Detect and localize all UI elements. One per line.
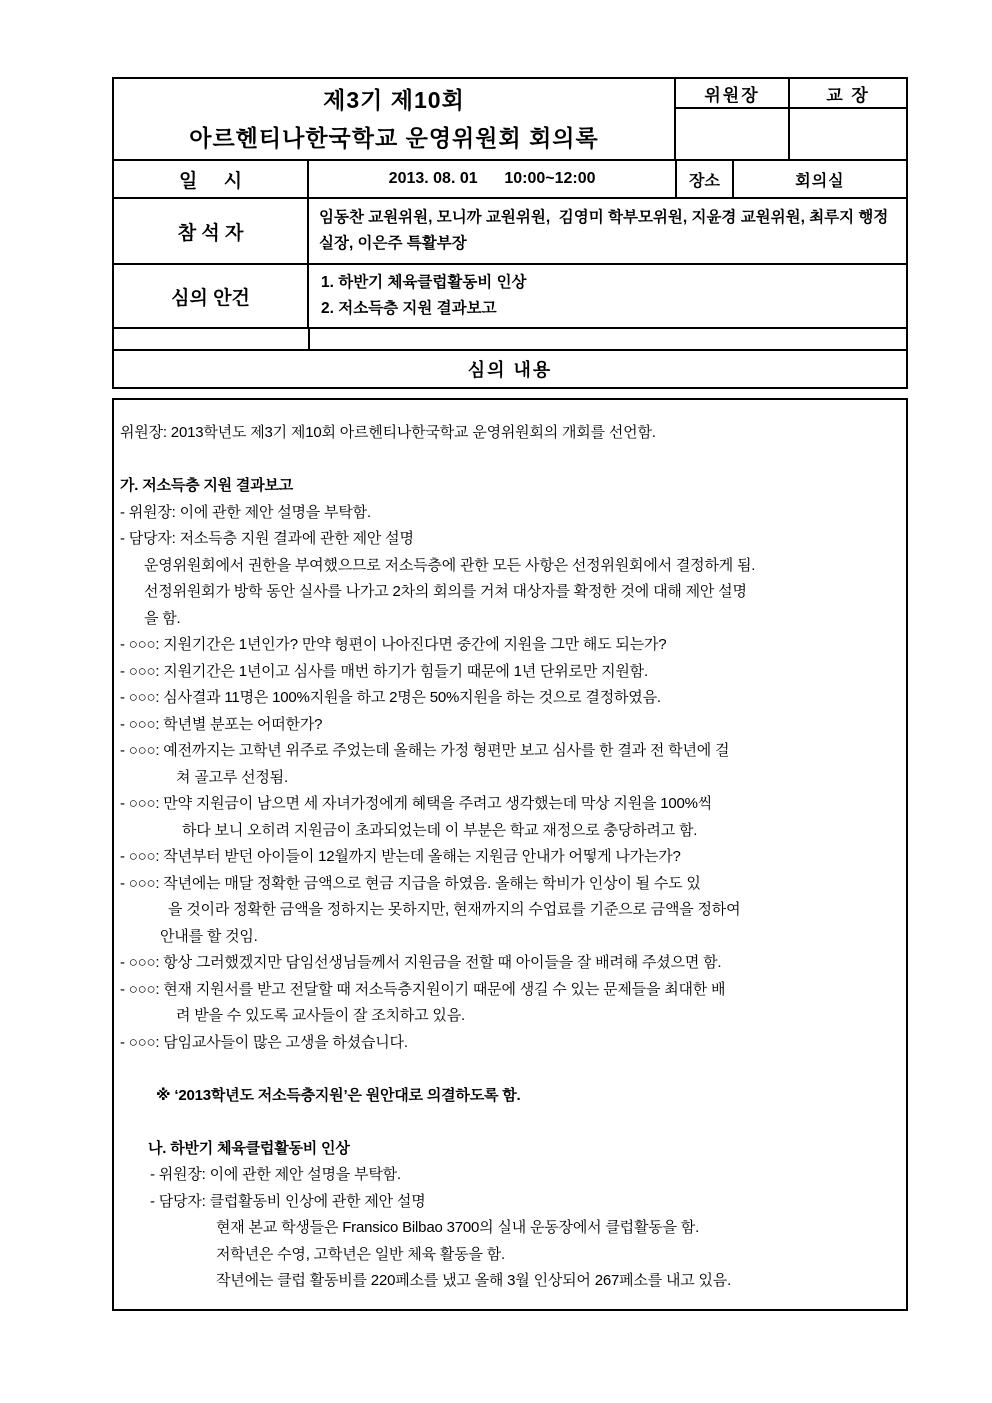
date-label: 일 시 (114, 161, 309, 197)
minutes-line: - ○○○: 작년에는 매달 정확한 금액으로 현금 지급을 하였음. 올해는 학비가 인상이 될 수도 있 (120, 874, 701, 892)
minutes-blank-line (120, 1056, 896, 1083)
meeting-minutes-document (112, 77, 908, 1311)
approval-block (676, 79, 906, 159)
minutes-line: 운영위원회에서 권한을 부여했으므로 저소득층에 관한 모든 사항은 선정위원회에서 결정하게 됨. (144, 556, 756, 574)
minutes-line: - 담당자: 클럽활동비 인상에 관한 제안 설명 (150, 1192, 426, 1210)
approval-label-row (676, 79, 906, 109)
minutes-line: - ○○○: 만약 지원금이 남으면 세 자녀가정에게 혜택을 주려고 생각했는데 막상 지원을 100%씩 (120, 795, 713, 812)
title-session-line: 제3기 제10회 (323, 87, 465, 113)
minutes-line: - ○○○: 심사결과 11명은 100%지원을 하고 2명은 50%지원을 하는 것으로 결정하였음. (120, 689, 661, 706)
agenda-items (309, 265, 906, 327)
minutes-line: 하다 보니 오히려 지원금이 초과되었는데 이 부분은 학교 재정으로 충당하려고 함. (182, 821, 698, 839)
minutes-line: 위원장: 2013학년도 제3기 제10회 아르헨티나한국학교 운영위원회의 개회를 선언함. (120, 424, 656, 441)
minutes-line: - ○○○: 지원기간은 1년인가? 만약 형편이 나아진다면 중간에 지원을 그만 해도 되는가? (120, 636, 667, 653)
minutes-line: 나. 하반기 체육클럽활동비 인상 (148, 1139, 350, 1157)
approval-signature-row (676, 109, 906, 159)
minutes-line: - 위원장: 이에 관한 제안 설명을 부탁함. (120, 503, 371, 521)
place-value: 회의실 (795, 172, 845, 190)
agenda-row (114, 263, 906, 327)
agenda-label: 심의 안건 (114, 265, 309, 327)
title-and-approval-row (114, 79, 906, 159)
minutes-line: 가. 저소득층 지원 결과보고 (120, 477, 294, 494)
agenda-item: 2. 저소득층 지원 결과보고 (321, 300, 497, 317)
minutes-line: 현재 본교 학생들은 Fransico Bilbao 3700의 실내 운동장에서 클럽활동을 함. (216, 1219, 700, 1236)
minutes-line: - 위원장: 이에 관한 제안 설명을 부탁함. (150, 1166, 401, 1183)
attendees-text: 임동찬 교원위원, 모니까 교원위원, 김영미 학부모위원, 지윤경 교원위원, 최루지 행정실장, 이은주 특활부장 (319, 209, 889, 252)
document-title (114, 79, 676, 159)
agenda-item: 1. 하반기 체육클럽활동비 인상 (321, 274, 527, 291)
minutes-line: - ○○○: 지원기간은 1년이고 심사를 매번 하기가 힘들기 때문에 1년 단위로만 지원함. (120, 662, 648, 680)
header-table (112, 77, 908, 389)
approval-chair-signature-cell (676, 109, 790, 159)
minutes-blank-line (120, 1109, 896, 1136)
minutes-line: - ○○○: 항상 그러했겠지만 담임선생님들께서 지원금을 전할 때 아이들을 잘 배려해 주셨으면 함. (120, 954, 722, 971)
attendees-row (114, 197, 906, 263)
approval-chair-label: 위원장 (676, 79, 790, 107)
attendees-value (309, 199, 906, 263)
content-header-row (114, 349, 906, 387)
minutes-line: - ○○○: 학년별 분포는 어떠한가? (120, 715, 323, 733)
minutes-lines (120, 420, 896, 1295)
approval-principal-label: 교 장 (826, 85, 870, 105)
minutes-line: 을 것이라 정확한 금액을 정하지는 못하지만, 현재까지의 수업료를 기준으로 금액을 정하여 (168, 901, 741, 918)
attendees-label: 참 석 자 (114, 199, 309, 263)
datetime-row (114, 159, 906, 197)
date-value: 2013. 08. 01 10:00~12:00 (309, 161, 677, 197)
minutes-line: 작년에는 클럽 활동비를 220페소를 냈고 올해 3월 인상되어 267페소를 내고 있음. (216, 1272, 732, 1289)
minutes-line: 려 받을 수 있도록 교사들이 잘 조치하고 있음. (176, 1007, 465, 1024)
title-main-line: 아르헨티나한국학교 운영위원회 회의록 (189, 125, 599, 151)
content-header: 심의 내용 (467, 360, 553, 380)
spacer-right-cell (310, 329, 906, 349)
minutes-line: - 담당자: 저소득층 지원 결과에 관한 제안 설명 (120, 530, 414, 547)
minutes-body (112, 398, 908, 1311)
minutes-line: 을 함. (144, 609, 181, 627)
minutes-line: - ○○○: 현재 지원서를 받고 전달할 때 저소득층지원이기 때문에 생길 수 있는 문제들을 최대한 배 (120, 980, 726, 998)
minutes-line: 쳐 골고루 선정됨. (176, 768, 288, 786)
minutes-line: 안내를 할 것임. (160, 927, 258, 945)
minutes-line: 저학년은 수영, 고학년은 일반 체육 활동을 함. (216, 1245, 505, 1263)
approval-principal-signature-cell (790, 109, 906, 159)
minutes-line: - ○○○: 담임교사들이 많은 고생을 하셨습니다. (120, 1033, 408, 1051)
place-label: 장소 (677, 161, 734, 197)
minutes-line: ※ ‘2013학년도 저소득층지원’은 원안대로 의결하도록 함. (156, 1086, 521, 1104)
minutes-blank-line (120, 447, 896, 474)
minutes-line: - ○○○: 예전까지는 고학년 위주로 주었는데 올해는 가정 형편만 보고 심사를 한 결과 전 학년에 걸 (120, 742, 730, 759)
minutes-line: 선정위원회가 방학 동안 실사를 나가고 2차의 회의를 거쳐 대상자를 확정한 것에 대해 제안 설명 (144, 583, 747, 600)
spacer-row (114, 327, 906, 349)
spacer-left-cell (114, 329, 310, 349)
minutes-line: - ○○○: 작년부터 받던 아이들이 12월까지 받는데 올해는 지원금 안내가 어떻게 나가는가? (120, 848, 681, 865)
